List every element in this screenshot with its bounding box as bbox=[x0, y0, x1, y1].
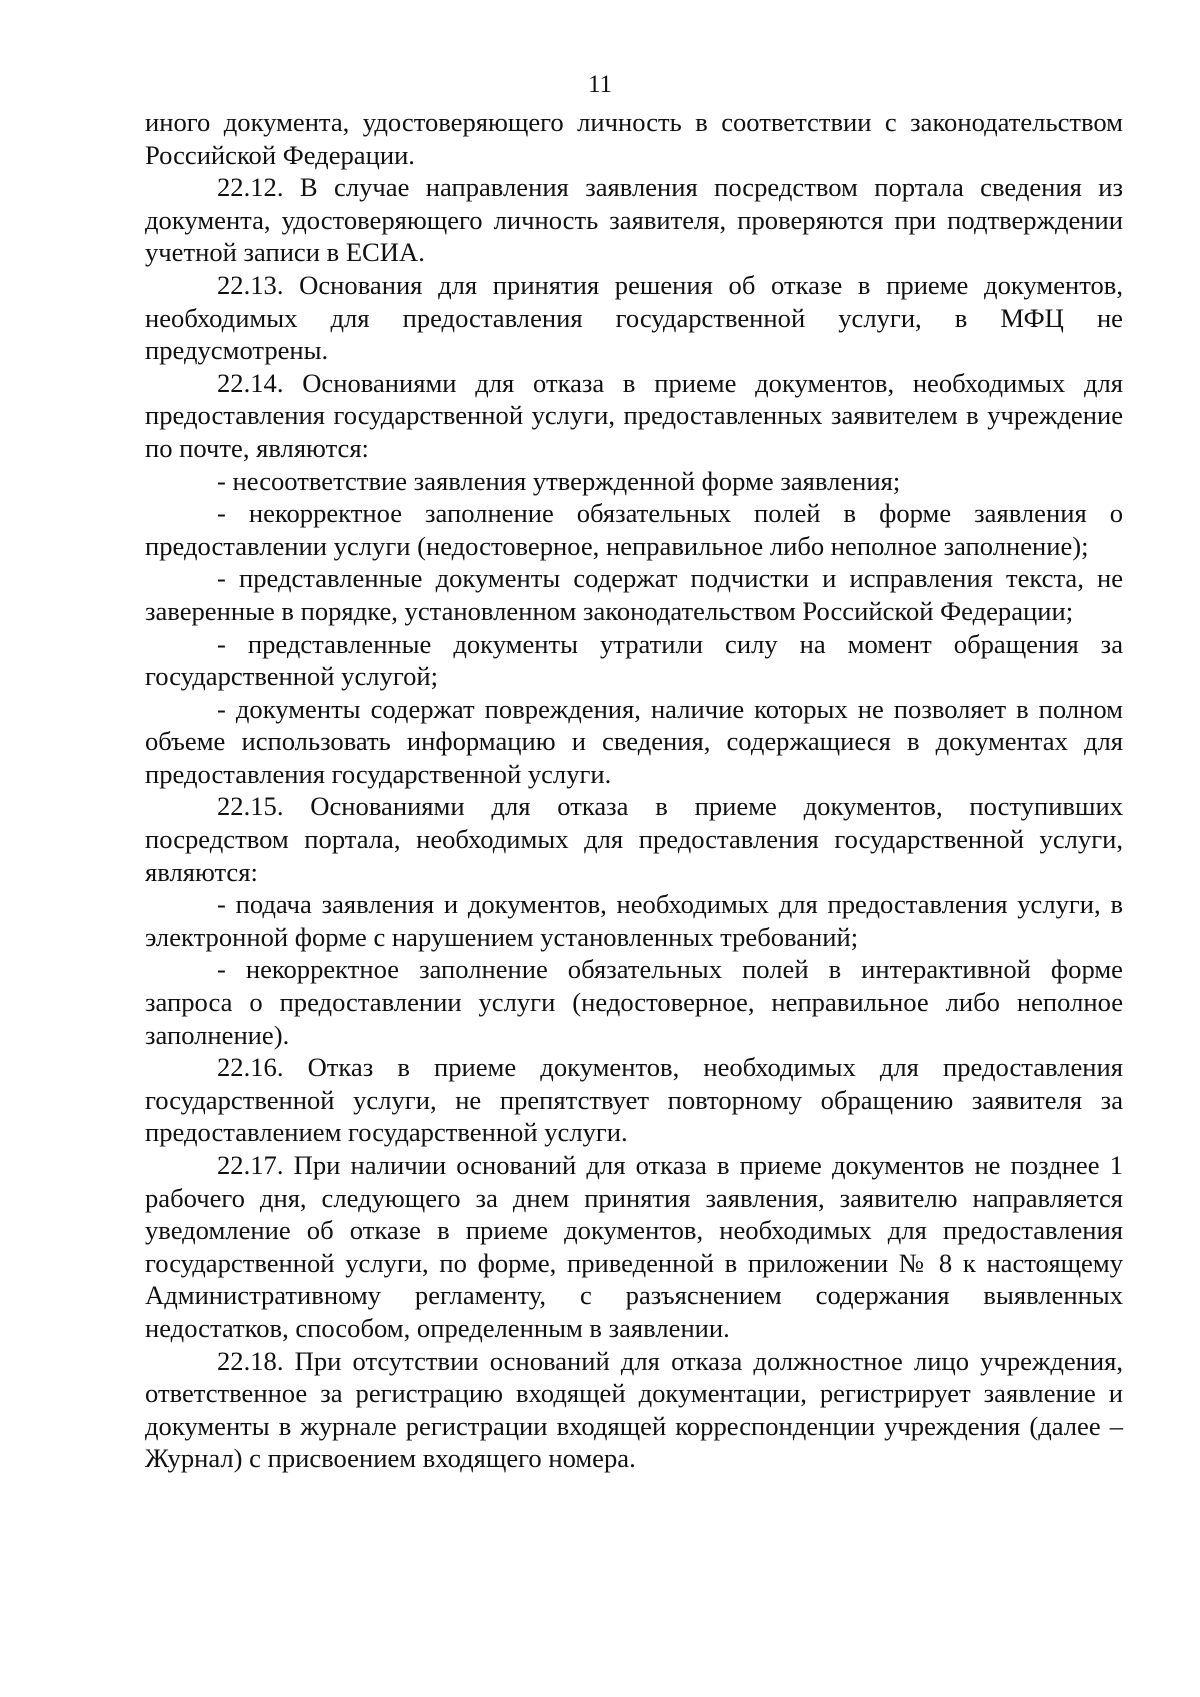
paragraph-22-17: 22.17. При наличии оснований для отказа в приеме документов не позднее 1 рабочего дня, следующего за днем принятия заявления, заявителю направляется уведомление об отказе в приеме документов, необходимых для предоставления государственной услуги, по форме, приведенной в приложении № 8 к настоящему Административному регламенту, с разъяснением содержания выявленных недостатков, способом, определенным в заявлении. bbox=[145, 1150, 1123, 1343]
list-item: - подача заявления и документов, необходимых для предоставления услуги, в электронной форме с нарушением установленных требований; bbox=[145, 889, 1123, 952]
paragraph-22-13: 22.13. Основания для принятия решения об отказе в приеме документов, необходимых для предоставления государственной услуги, в МФЦ не предусмотрены. bbox=[145, 269, 1123, 366]
list-item: - документы содержат повреждения, наличие которых не позволяет в полном объеме использовать информацию и сведения, содержащиеся в документах для предоставления государственной услуги. bbox=[145, 693, 1123, 789]
paragraph-22-14: 22.14. Основаниями для отказа в приеме документов, необходимых для предоставления государственной услуги, предоставленных заявителем в учреждение по почте, являются: bbox=[145, 367, 1123, 463]
page-number: 11 bbox=[587, 71, 613, 98]
paragraph-continuation: иного документа, удостоверяющего личность в соответствии с законодательством Российской Федерации. bbox=[145, 107, 1123, 170]
list-item: - представленные документы содержат подчистки и исправления текста, не заверенные в порядке, установленном законодательством Российской Федерации; bbox=[145, 563, 1123, 626]
paragraph-22-18: 22.18. При отсутствии оснований для отказа должностное лицо учреждения, ответственное за регистрацию входящей документации, регистрирует заявление и документы в журнале регистрации входящей корреспонденции учреждения (далее – Журнал) с присвоением входящего номера. bbox=[145, 1345, 1123, 1474]
paragraph-22-15: 22.15. Основаниями для отказа в приеме документов, поступивших посредством портала, необходимых для предоставления государственной услуги, являются: bbox=[145, 791, 1123, 887]
paragraph-22-16: 22.16. Отказ в приеме документов, необходимых для предоставления государственной услуги, не препятствует повторному обращению заявителя за предоставлением государственной услуги. bbox=[145, 1052, 1123, 1148]
list-item: - некорректное заполнение обязательных полей в интерактивной форме запроса о предоставлении услуги (недостоверное, неправильное либо неполное заполнение). bbox=[145, 954, 1123, 1050]
list-item: - представленные документы утратили силу на момент обращения за государственной услугой; bbox=[145, 628, 1123, 692]
list-item: - некорректное заполнение обязательных полей в форме заявления о предоставлении услуги (недостоверное, неправильное либо неполное заполнение); bbox=[145, 498, 1123, 561]
document-body bbox=[145, 106, 1123, 1475]
list-item: - несоответствие заявления утвержденной форме заявления; bbox=[217, 465, 901, 496]
paragraph-22-12: 22.12. В случае направления заявления посредством портала сведения из документа, удостоверяющего личность заявителя, проверяются при подтверждении учетной записи в ЕСИА. bbox=[145, 172, 1123, 268]
